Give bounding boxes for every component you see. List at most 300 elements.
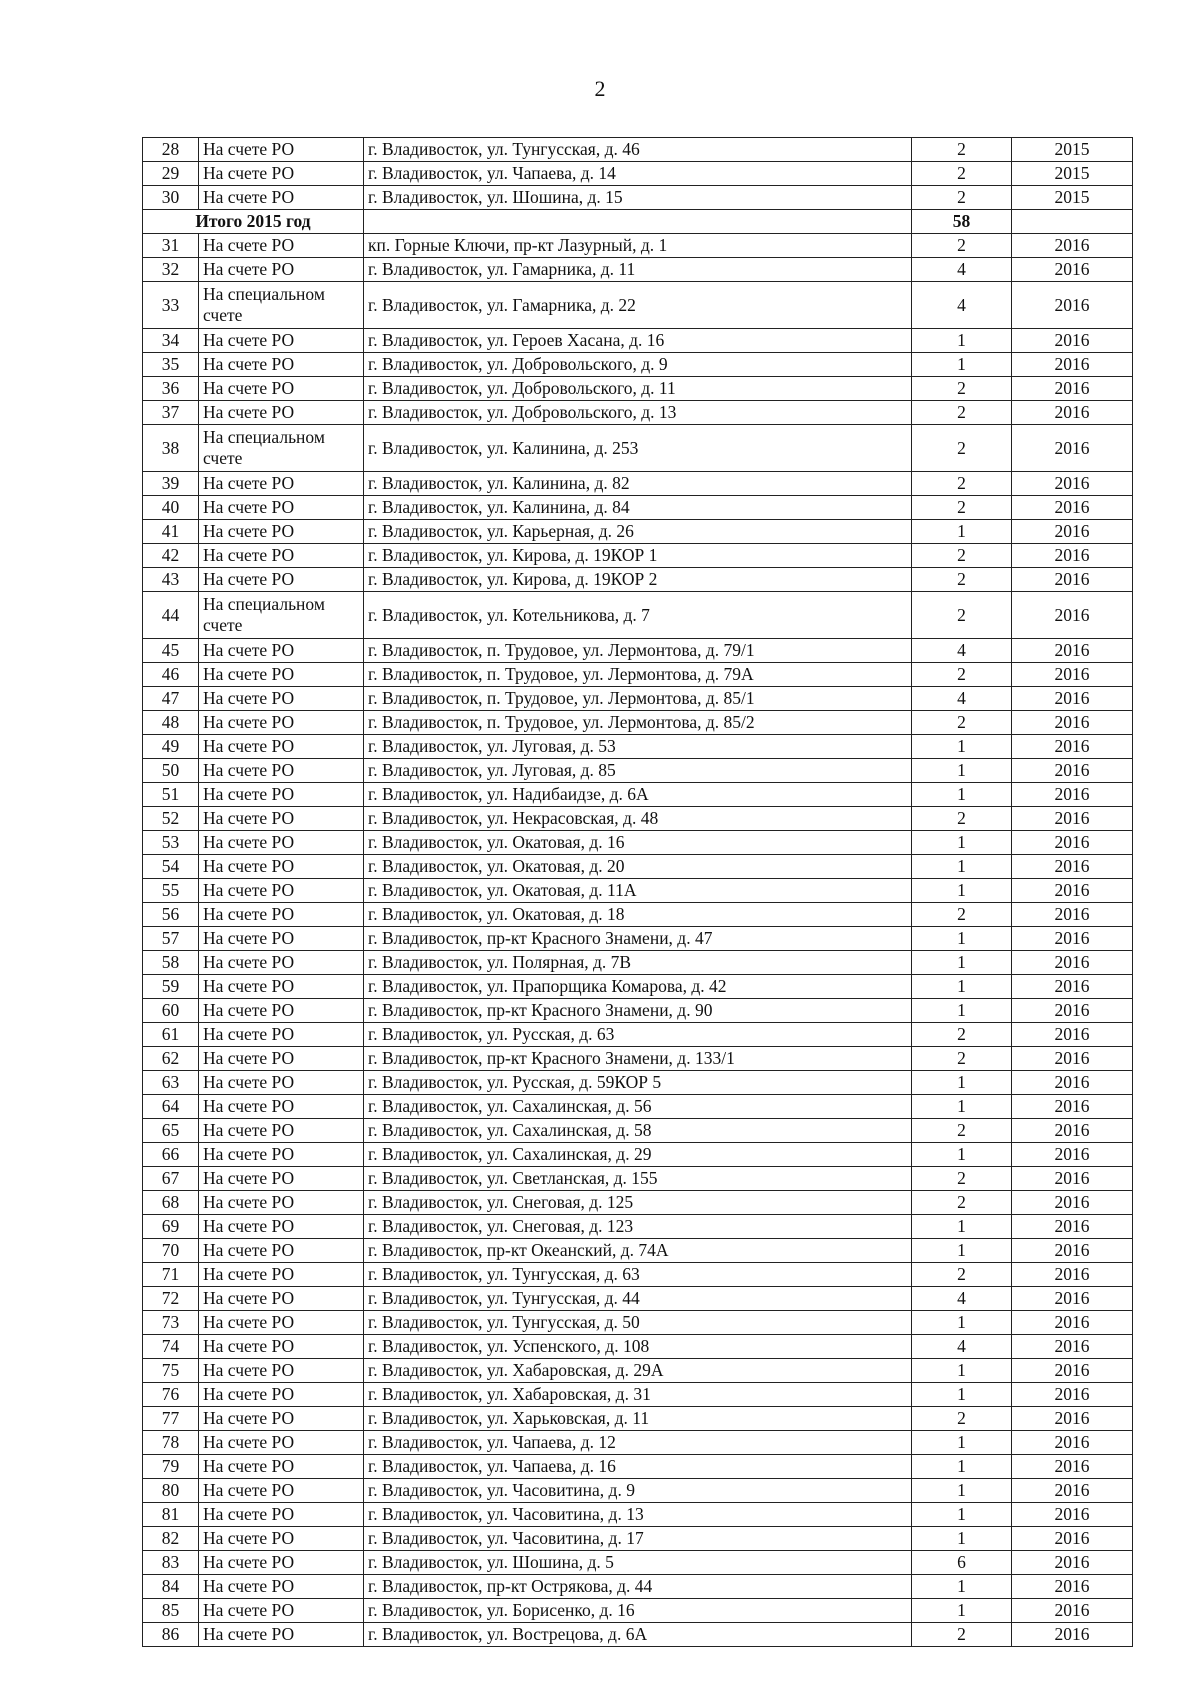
row-number: 67 — [143, 1167, 199, 1191]
row-number: 46 — [143, 663, 199, 687]
account-type: На счете РО — [199, 496, 364, 520]
account-type: На счете РО — [199, 831, 364, 855]
account-type: На счете РО — [199, 1143, 364, 1167]
year: 2016 — [1012, 1623, 1133, 1647]
table-row — [143, 687, 1133, 711]
account-type: На счете РО — [199, 1047, 364, 1071]
table-row — [143, 807, 1133, 831]
elevator-count: 1 — [912, 1383, 1012, 1407]
year: 2016 — [1012, 329, 1133, 353]
elevator-count: 1 — [912, 975, 1012, 999]
table-row — [143, 1359, 1133, 1383]
table-row — [143, 282, 1133, 329]
house-address: г. Владивосток, ул. Светланская, д. 155 — [364, 1167, 912, 1191]
account-type: На счете РО — [199, 258, 364, 282]
table-row — [143, 1263, 1133, 1287]
elevator-count: 2 — [912, 138, 1012, 162]
row-number: 48 — [143, 711, 199, 735]
year: 2016 — [1012, 1551, 1133, 1575]
house-address: г. Владивосток, ул. Часовитина, д. 13 — [364, 1503, 912, 1527]
account-type: На счете РО — [199, 927, 364, 951]
row-number: 36 — [143, 377, 199, 401]
page-number: 2 — [594, 76, 606, 101]
table-row — [143, 138, 1133, 162]
row-number: 85 — [143, 1599, 199, 1623]
account-type: На счете РО — [199, 1023, 364, 1047]
house-address: г. Владивосток, ул. Сахалинская, д. 56 — [364, 1095, 912, 1119]
row-number: 73 — [143, 1311, 199, 1335]
house-address: г. Владивосток, ул. Некрасовская, д. 48 — [364, 807, 912, 831]
row-number: 52 — [143, 807, 199, 831]
table-row — [143, 1239, 1133, 1263]
year: 2016 — [1012, 1359, 1133, 1383]
elevator-count: 1 — [912, 1215, 1012, 1239]
account-type: На счете РО — [199, 544, 364, 568]
year: 2016 — [1012, 1503, 1133, 1527]
year: 2016 — [1012, 711, 1133, 735]
row-number: 86 — [143, 1623, 199, 1647]
row-number: 35 — [143, 353, 199, 377]
elevator-count: 1 — [912, 1575, 1012, 1599]
row-number: 72 — [143, 1287, 199, 1311]
row-number: 54 — [143, 855, 199, 879]
table-body — [143, 138, 1133, 1647]
table-row — [143, 425, 1133, 472]
elevator-count: 2 — [912, 425, 1012, 472]
house-address: г. Владивосток, ул. Гамарника, д. 22 — [364, 282, 912, 329]
table-row — [143, 879, 1133, 903]
elevator-count: 2 — [912, 186, 1012, 210]
year: 2016 — [1012, 1431, 1133, 1455]
account-type: На счете РО — [199, 903, 364, 927]
house-address: г. Владивосток, п. Трудовое, ул. Лермонтова, д. 79А — [364, 663, 912, 687]
row-number: 45 — [143, 639, 199, 663]
table-row — [143, 663, 1133, 687]
year: 2016 — [1012, 1143, 1133, 1167]
elevator-count: 4 — [912, 639, 1012, 663]
account-type: На счете РО — [199, 1383, 364, 1407]
row-number: 65 — [143, 1119, 199, 1143]
house-address: кп. Горные Ключи, пр-кт Лазурный, д. 1 — [364, 234, 912, 258]
house-address: г. Владивосток, ул. Тунгусская, д. 44 — [364, 1287, 912, 1311]
elevator-count: 2 — [912, 903, 1012, 927]
account-type: На специальном счете — [199, 592, 364, 639]
elevator-count: 2 — [912, 1407, 1012, 1431]
account-type: На счете РО — [199, 186, 364, 210]
year: 2016 — [1012, 496, 1133, 520]
elevator-count: 2 — [912, 544, 1012, 568]
year: 2016 — [1012, 807, 1133, 831]
account-type: На счете РО — [199, 138, 364, 162]
year: 2016 — [1012, 353, 1133, 377]
row-number: 79 — [143, 1455, 199, 1479]
elevator-count: 2 — [912, 592, 1012, 639]
table-row — [143, 1215, 1133, 1239]
elevator-count: 2 — [912, 496, 1012, 520]
elevator-count: 1 — [912, 1455, 1012, 1479]
table-row — [143, 1623, 1133, 1647]
year: 2016 — [1012, 568, 1133, 592]
elevator-count: 2 — [912, 568, 1012, 592]
row-number: 43 — [143, 568, 199, 592]
row-number: 56 — [143, 903, 199, 927]
account-type: На счете РО — [199, 687, 364, 711]
table-row — [143, 568, 1133, 592]
account-type: На счете РО — [199, 1455, 364, 1479]
account-type: На счете РО — [199, 1431, 364, 1455]
row-number: 38 — [143, 425, 199, 472]
house-address: г. Владивосток, п. Трудовое, ул. Лермонтова, д. 85/2 — [364, 711, 912, 735]
house-address: г. Владивосток, ул. Тунгусская, д. 46 — [364, 138, 912, 162]
year: 2016 — [1012, 472, 1133, 496]
house-address: г. Владивосток, ул. Окатовая, д. 16 — [364, 831, 912, 855]
elevator-count: 2 — [912, 711, 1012, 735]
account-type: На счете РО — [199, 1623, 364, 1647]
year: 2016 — [1012, 1191, 1133, 1215]
row-number: 82 — [143, 1527, 199, 1551]
table-row — [143, 544, 1133, 568]
row-number: 62 — [143, 1047, 199, 1071]
table-row — [143, 951, 1133, 975]
account-type: На счете РО — [199, 472, 364, 496]
row-number: 64 — [143, 1095, 199, 1119]
houses-table — [142, 137, 1133, 1647]
elevator-count: 4 — [912, 687, 1012, 711]
table-row — [143, 999, 1133, 1023]
house-address: г. Владивосток, ул. Карьерная, д. 26 — [364, 520, 912, 544]
row-number: 39 — [143, 472, 199, 496]
elevator-count: 1 — [912, 759, 1012, 783]
house-address: г. Владивосток, ул. Вострецова, д. 6А — [364, 1623, 912, 1647]
row-number: 57 — [143, 927, 199, 951]
year: 2016 — [1012, 735, 1133, 759]
table-row — [143, 592, 1133, 639]
year: 2016 — [1012, 663, 1133, 687]
row-number: 32 — [143, 258, 199, 282]
row-number: 30 — [143, 186, 199, 210]
account-type: На счете РО — [199, 353, 364, 377]
house-address: г. Владивосток, ул. Луговая, д. 53 — [364, 735, 912, 759]
elevator-count: 2 — [912, 1191, 1012, 1215]
account-type: На счете РО — [199, 1239, 364, 1263]
year: 2016 — [1012, 1311, 1133, 1335]
year: 2016 — [1012, 520, 1133, 544]
elevator-count: 4 — [912, 1287, 1012, 1311]
row-number: 74 — [143, 1335, 199, 1359]
elevator-count: 1 — [912, 855, 1012, 879]
elevator-count: 4 — [912, 258, 1012, 282]
house-address: г. Владивосток, ул. Хабаровская, д. 29А — [364, 1359, 912, 1383]
table-row — [143, 1479, 1133, 1503]
house-address: г. Владивосток, ул. Снеговая, д. 125 — [364, 1191, 912, 1215]
house-address: г. Владивосток, ул. Снеговая, д. 123 — [364, 1215, 912, 1239]
table-row — [143, 472, 1133, 496]
account-type: На счете РО — [199, 1119, 364, 1143]
table-row — [143, 639, 1133, 663]
year: 2016 — [1012, 1167, 1133, 1191]
house-address: г. Владивосток, ул. Хабаровская, д. 31 — [364, 1383, 912, 1407]
row-number: 83 — [143, 1551, 199, 1575]
elevator-count: 1 — [912, 831, 1012, 855]
subtotal-empty-cell — [364, 210, 912, 234]
year: 2015 — [1012, 162, 1133, 186]
table-row — [143, 186, 1133, 210]
row-number: 63 — [143, 1071, 199, 1095]
table-row — [143, 855, 1133, 879]
year: 2016 — [1012, 975, 1133, 999]
row-number: 61 — [143, 1023, 199, 1047]
table-row — [143, 162, 1133, 186]
account-type: На счете РО — [199, 1359, 364, 1383]
table-row — [143, 783, 1133, 807]
year: 2016 — [1012, 999, 1133, 1023]
table-row — [143, 927, 1133, 951]
table-row — [143, 353, 1133, 377]
account-type: На счете РО — [199, 807, 364, 831]
elevator-count: 1 — [912, 999, 1012, 1023]
year: 2016 — [1012, 592, 1133, 639]
elevator-count: 1 — [912, 1503, 1012, 1527]
table-row — [143, 1143, 1133, 1167]
elevator-count: 1 — [912, 951, 1012, 975]
account-type: На счете РО — [199, 1407, 364, 1431]
elevator-count: 1 — [912, 1143, 1012, 1167]
row-number: 84 — [143, 1575, 199, 1599]
table-row — [143, 1119, 1133, 1143]
year: 2016 — [1012, 1215, 1133, 1239]
table-row — [143, 1023, 1133, 1047]
row-number: 28 — [143, 138, 199, 162]
elevator-count: 1 — [912, 1239, 1012, 1263]
year: 2016 — [1012, 639, 1133, 663]
house-address: г. Владивосток, ул. Добровольского, д. 13 — [364, 401, 912, 425]
account-type: На счете РО — [199, 735, 364, 759]
account-type: На счете РО — [199, 1287, 364, 1311]
account-type: На счете РО — [199, 879, 364, 903]
table-row — [143, 1311, 1133, 1335]
house-address: г. Владивосток, п. Трудовое, ул. Лермонтова, д. 79/1 — [364, 639, 912, 663]
house-address: г. Владивосток, ул. Борисенко, д. 16 — [364, 1599, 912, 1623]
house-address: г. Владивосток, ул. Гамарника, д. 11 — [364, 258, 912, 282]
row-number: 70 — [143, 1239, 199, 1263]
table-row — [143, 1287, 1133, 1311]
house-address: г. Владивосток, ул. Героев Хасана, д. 16 — [364, 329, 912, 353]
elevator-count: 2 — [912, 1263, 1012, 1287]
table-row — [143, 831, 1133, 855]
house-address: г. Владивосток, ул. Харьковская, д. 11 — [364, 1407, 912, 1431]
year: 2016 — [1012, 544, 1133, 568]
row-number: 53 — [143, 831, 199, 855]
house-address: г. Владивосток, ул. Чапаева, д. 16 — [364, 1455, 912, 1479]
account-type: На счете РО — [199, 1215, 364, 1239]
year: 2016 — [1012, 282, 1133, 329]
year: 2015 — [1012, 186, 1133, 210]
table-row — [143, 1191, 1133, 1215]
house-address: г. Владивосток, ул. Прапорщика Комарова, д. 42 — [364, 975, 912, 999]
elevator-count: 1 — [912, 353, 1012, 377]
house-address: г. Владивосток, пр-кт Острякова, д. 44 — [364, 1575, 912, 1599]
account-type: На счете РО — [199, 377, 364, 401]
elevator-count: 2 — [912, 1047, 1012, 1071]
elevator-count: 2 — [912, 162, 1012, 186]
elevator-count: 1 — [912, 735, 1012, 759]
table-row — [143, 735, 1133, 759]
year: 2015 — [1012, 138, 1133, 162]
elevator-count: 2 — [912, 401, 1012, 425]
year: 2016 — [1012, 1455, 1133, 1479]
house-address: г. Владивосток, ул. Полярная, д. 7В — [364, 951, 912, 975]
elevator-count: 1 — [912, 879, 1012, 903]
year: 2016 — [1012, 425, 1133, 472]
row-number: 58 — [143, 951, 199, 975]
elevator-count: 1 — [912, 1071, 1012, 1095]
year: 2016 — [1012, 951, 1133, 975]
table-row — [143, 1335, 1133, 1359]
table-row — [143, 1431, 1133, 1455]
elevator-count: 1 — [912, 329, 1012, 353]
table-row — [143, 975, 1133, 999]
house-address: г. Владивосток, ул. Луговая, д. 85 — [364, 759, 912, 783]
account-type: На счете РО — [199, 1575, 364, 1599]
row-number: 40 — [143, 496, 199, 520]
house-address: г. Владивосток, ул. Калинина, д. 82 — [364, 472, 912, 496]
table-row — [143, 496, 1133, 520]
account-type: На счете РО — [199, 639, 364, 663]
row-number: 49 — [143, 735, 199, 759]
row-number: 80 — [143, 1479, 199, 1503]
house-address: г. Владивосток, ул. Русская, д. 63 — [364, 1023, 912, 1047]
table-row — [143, 1503, 1133, 1527]
row-number: 42 — [143, 544, 199, 568]
house-address: г. Владивосток, ул. Котельникова, д. 7 — [364, 592, 912, 639]
table-row — [143, 234, 1133, 258]
account-type: На счете РО — [199, 1503, 364, 1527]
house-address: г. Владивосток, ул. Тунгусская, д. 50 — [364, 1311, 912, 1335]
elevator-count: 1 — [912, 1095, 1012, 1119]
table-row — [143, 1455, 1133, 1479]
year: 2016 — [1012, 1335, 1133, 1359]
table-row — [143, 1095, 1133, 1119]
subtotal-empty-cell — [1012, 210, 1133, 234]
row-number: 34 — [143, 329, 199, 353]
elevator-count: 1 — [912, 520, 1012, 544]
row-number: 69 — [143, 1215, 199, 1239]
account-type: На счете РО — [199, 711, 364, 735]
year: 2016 — [1012, 258, 1133, 282]
house-address: г. Владивосток, пр-кт Красного Знамени, д. 133/1 — [364, 1047, 912, 1071]
account-type: На счете РО — [199, 999, 364, 1023]
account-type: На счете РО — [199, 1551, 364, 1575]
table-row — [143, 377, 1133, 401]
account-type: На счете РО — [199, 975, 364, 999]
year: 2016 — [1012, 1479, 1133, 1503]
year: 2016 — [1012, 1023, 1133, 1047]
row-number: 33 — [143, 282, 199, 329]
elevator-count: 1 — [912, 1431, 1012, 1455]
year: 2016 — [1012, 903, 1133, 927]
table-row — [143, 401, 1133, 425]
house-address: г. Владивосток, п. Трудовое, ул. Лермонтова, д. 85/1 — [364, 687, 912, 711]
year: 2016 — [1012, 759, 1133, 783]
table-row — [143, 1071, 1133, 1095]
table-row — [143, 1167, 1133, 1191]
row-number: 78 — [143, 1431, 199, 1455]
account-type: На счете РО — [199, 1191, 364, 1215]
house-address: г. Владивосток, ул. Надибаидзе, д. 6А — [364, 783, 912, 807]
year: 2016 — [1012, 1047, 1133, 1071]
table-row — [143, 1599, 1133, 1623]
year: 2016 — [1012, 831, 1133, 855]
elevator-count: 4 — [912, 282, 1012, 329]
table-row — [143, 711, 1133, 735]
house-address: г. Владивосток, ул. Сахалинская, д. 58 — [364, 1119, 912, 1143]
elevator-count: 1 — [912, 1527, 1012, 1551]
account-type: На счете РО — [199, 1527, 364, 1551]
table-row — [143, 1407, 1133, 1431]
row-number: 60 — [143, 999, 199, 1023]
account-type: На счете РО — [199, 1263, 364, 1287]
house-address: г. Владивосток, ул. Шошина, д. 5 — [364, 1551, 912, 1575]
account-type: На счете РО — [199, 663, 364, 687]
elevator-count: 1 — [912, 1479, 1012, 1503]
year: 2016 — [1012, 1575, 1133, 1599]
house-address: г. Владивосток, ул. Калинина, д. 84 — [364, 496, 912, 520]
house-address: г. Владивосток, пр-кт Красного Знамени, д. 47 — [364, 927, 912, 951]
row-number: 31 — [143, 234, 199, 258]
house-address: г. Владивосток, ул. Кирова, д. 19КОР 1 — [364, 544, 912, 568]
row-number: 75 — [143, 1359, 199, 1383]
year: 2016 — [1012, 927, 1133, 951]
account-type: На счете РО — [199, 401, 364, 425]
year: 2016 — [1012, 855, 1133, 879]
account-type: На специальном счете — [199, 425, 364, 472]
table-row — [143, 1383, 1133, 1407]
subtotal-label: Итого 2015 год — [143, 210, 364, 234]
house-address: г. Владивосток, ул. Добровольского, д. 9 — [364, 353, 912, 377]
year: 2016 — [1012, 783, 1133, 807]
house-address: г. Владивосток, ул. Часовитина, д. 17 — [364, 1527, 912, 1551]
row-number: 77 — [143, 1407, 199, 1431]
subtotal-row — [143, 210, 1133, 234]
year: 2016 — [1012, 401, 1133, 425]
account-type: На счете РО — [199, 329, 364, 353]
account-type: На счете РО — [199, 759, 364, 783]
account-type: На счете РО — [199, 520, 364, 544]
row-number: 47 — [143, 687, 199, 711]
house-address: г. Владивосток, ул. Окатовая, д. 11А — [364, 879, 912, 903]
row-number: 50 — [143, 759, 199, 783]
account-type: На счете РО — [199, 568, 364, 592]
row-number: 66 — [143, 1143, 199, 1167]
house-address: г. Владивосток, ул. Тунгусская, д. 63 — [364, 1263, 912, 1287]
row-number: 59 — [143, 975, 199, 999]
year: 2016 — [1012, 1407, 1133, 1431]
elevator-count: 1 — [912, 1599, 1012, 1623]
table-row — [143, 903, 1133, 927]
row-number: 76 — [143, 1383, 199, 1407]
account-type: На счете РО — [199, 1071, 364, 1095]
elevator-count: 2 — [912, 663, 1012, 687]
house-address: г. Владивосток, ул. Чапаева, д. 12 — [364, 1431, 912, 1455]
account-type: На специальном счете — [199, 282, 364, 329]
row-number: 44 — [143, 592, 199, 639]
elevator-count: 2 — [912, 1623, 1012, 1647]
row-number: 55 — [143, 879, 199, 903]
elevator-count: 1 — [912, 927, 1012, 951]
year: 2016 — [1012, 1527, 1133, 1551]
account-type: На счете РО — [199, 234, 364, 258]
account-type: На счете РО — [199, 1311, 364, 1335]
